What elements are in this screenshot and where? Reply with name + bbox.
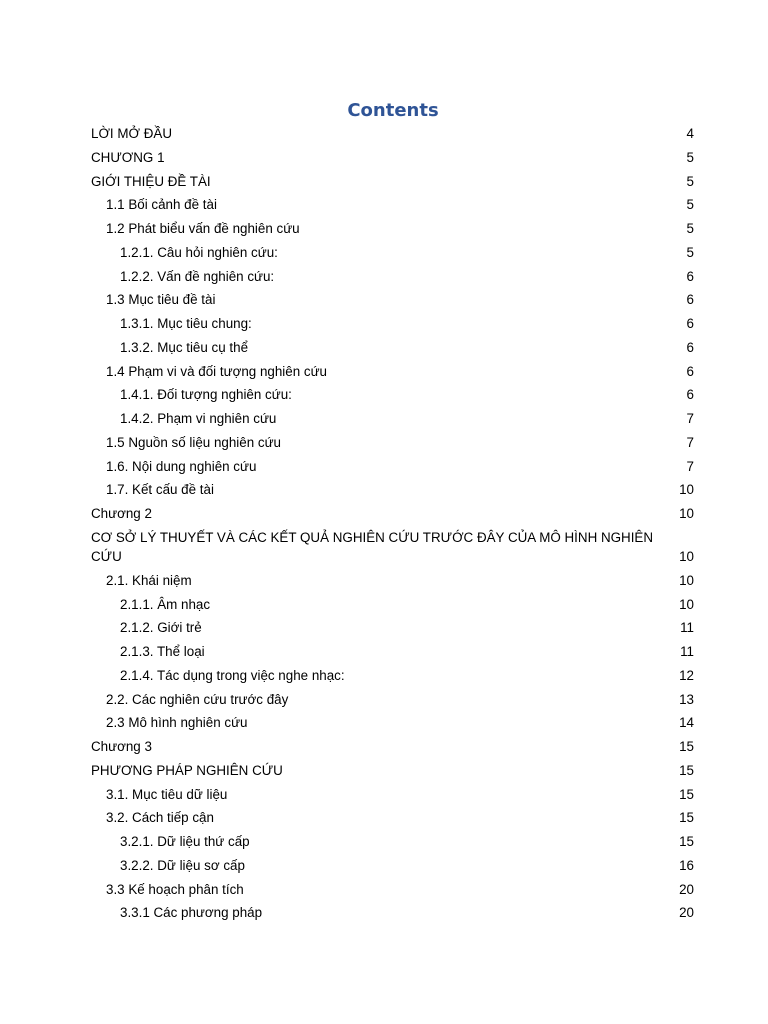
- toc-entry-2-1-4[interactable]: [0, 664, 768, 688]
- toc-entry-text: 3.3.1 Các phương pháp: [120, 905, 263, 921]
- toc-entry-1-3-1[interactable]: [0, 312, 768, 336]
- toc-page-number: 5: [686, 221, 694, 236]
- toc-entry-text: 1.5 Nguồn số liệu nghiên cứu: [106, 434, 281, 450]
- toc-page-number: 7: [686, 434, 694, 450]
- toc-page-number: 6: [686, 316, 694, 331]
- toc-entry-phuong-phap-nghien-cuu[interactable]: [0, 759, 768, 783]
- toc-page-number: 14: [679, 715, 694, 731]
- toc-entry-1-4[interactable]: [0, 360, 768, 384]
- toc-page-number: 6: [686, 339, 694, 355]
- toc-entry-loi-mo-dau[interactable]: [0, 122, 768, 146]
- toc-entry-text: 2.1.4. Tác dụng trong việc nghe nhạc:: [120, 667, 345, 683]
- toc-entry-text: 2.3 Mô hình nghiên cứu: [106, 715, 248, 731]
- toc-entry-text: 3.2.2. Dữ liệu sơ cấp: [120, 857, 245, 873]
- toc-page-number: 10: [679, 548, 694, 564]
- toc-entry-chuong-3[interactable]: [0, 735, 768, 759]
- toc-heading: Contents: [347, 100, 439, 121]
- toc-page-number: 12: [679, 667, 694, 683]
- toc-entry-3-3[interactable]: [0, 878, 768, 902]
- toc-page-number: 15: [679, 834, 694, 849]
- toc-page-number: 6: [686, 292, 694, 308]
- toc-page-number: 20: [679, 881, 694, 897]
- toc-page-number: 11: [680, 644, 694, 659]
- toc-entry-text-continued: CỨU: [91, 548, 122, 564]
- toc-entry-text: 1.4 Phạm vi và đối tượng nghiên cứu: [106, 363, 327, 379]
- toc-entry-1-7[interactable]: [0, 478, 768, 502]
- toc-page-number: 7: [686, 411, 694, 426]
- toc-page-number: 10: [679, 596, 694, 612]
- toc-entry-chuong-1[interactable]: [0, 146, 768, 170]
- toc-entry-text: 1.2 Phát biểu vấn đề nghiên cứu: [106, 221, 300, 236]
- toc-entry-1-1[interactable]: [0, 193, 768, 217]
- toc-page-number: 13: [679, 691, 694, 707]
- toc-entry-1-4-2[interactable]: [0, 407, 768, 431]
- toc-page-number: 6: [686, 268, 694, 284]
- toc-entry-gioi-thieu-de-tai[interactable]: [0, 170, 768, 194]
- toc-page-number: 5: [686, 244, 694, 260]
- toc-entry-3-2[interactable]: [0, 806, 768, 830]
- toc-page-number: 5: [686, 197, 694, 213]
- toc-page-number: 10: [679, 506, 694, 521]
- toc-entry-text: 2.1. Khái niệm: [106, 572, 192, 588]
- toc-entry-text: 1.2.2. Vấn đề nghiên cứu:: [120, 268, 275, 284]
- toc-entry-3-2-2[interactable]: [0, 854, 768, 878]
- toc-entry-text: 3.1. Mục tiêu dữ liệu: [106, 786, 228, 802]
- toc-entry-3-1[interactable]: [0, 783, 768, 807]
- toc-entry-1-3[interactable]: [0, 288, 768, 312]
- toc-page-number: 5: [686, 149, 694, 165]
- toc-entry-text: 3.2.1. Dữ liệu thứ cấp: [120, 834, 250, 849]
- toc-page-number: 15: [679, 786, 694, 802]
- toc-entry-1-5[interactable]: [0, 431, 768, 455]
- toc-page-number: 20: [679, 905, 694, 921]
- toc-entry-2-2[interactable]: [0, 688, 768, 712]
- toc-entry-1-4-1[interactable]: [0, 383, 768, 407]
- toc-entry-text: GIỚI THIỆU ĐỀ TÀI: [91, 173, 211, 189]
- toc-list: [0, 122, 768, 925]
- toc-entry-text: 2.1.2. Giới trẻ: [120, 620, 202, 636]
- toc-entry-text: CƠ SỞ LÝ THUYẾT VÀ CÁC KẾT QUẢ NGHIÊN CỨU TRƯỚC ĐÂY CỦA MÔ HÌNH NGHIÊN: [91, 529, 654, 545]
- toc-entry-2-1-1[interactable]: [0, 593, 768, 617]
- toc-entry-text: 2.1.1. Âm nhạc: [120, 596, 211, 612]
- toc-page-number: 15: [679, 810, 694, 826]
- toc-entry-text: 1.7. Kết cấu đề tài: [106, 482, 214, 498]
- toc-entry-1-2-1[interactable]: [0, 241, 768, 265]
- toc-entry-text: Chương 2: [91, 506, 152, 521]
- toc-entry-text: CHƯƠNG 1: [91, 149, 165, 165]
- toc-entry-text: Chương 3: [91, 739, 152, 754]
- toc-entry-text: 1.3.2. Mục tiêu cụ thể: [120, 339, 249, 355]
- toc-entry-text: 1.1 Bối cảnh đề tài: [106, 197, 217, 213]
- toc-entry-text: 1.2.1. Câu hỏi nghiên cứu:: [120, 244, 278, 260]
- toc-page-number: 6: [686, 363, 694, 379]
- toc-entry-text: 3.3 Kế hoạch phân tích: [106, 881, 244, 897]
- toc-entry-3-3-1[interactable]: [0, 901, 768, 925]
- toc-entry-text: 1.4.2. Phạm vi nghiên cứu: [120, 411, 277, 426]
- toc-page-number: 10: [679, 572, 694, 588]
- toc-entry-3-2-1[interactable]: [0, 830, 768, 854]
- toc-page-number: 15: [679, 762, 694, 778]
- toc-page-number: 15: [679, 739, 694, 754]
- toc-page-number: 11: [680, 620, 694, 636]
- toc-entry-text: 1.3.1. Mục tiêu chung:: [120, 316, 252, 331]
- toc-page-number: 5: [686, 173, 694, 189]
- toc-entry-1-2-2[interactable]: [0, 265, 768, 289]
- toc-entry-text: 3.2. Cách tiếp cận: [106, 810, 214, 826]
- toc-page-number: 16: [679, 857, 694, 873]
- toc-page-number: 10: [679, 482, 694, 498]
- toc-entry-text: 1.3 Mục tiêu đề tài: [106, 292, 216, 308]
- toc-entry-chuong-2[interactable]: [0, 502, 768, 526]
- toc-entry-2-3[interactable]: [0, 711, 768, 735]
- toc-entry-1-6[interactable]: [0, 455, 768, 479]
- toc-entry-text: 2.2. Các nghiên cứu trước đây: [106, 691, 289, 707]
- toc-entry-1-2[interactable]: [0, 217, 768, 241]
- toc-entry-2-1-3[interactable]: [0, 640, 768, 664]
- toc-page-number: 7: [686, 458, 694, 474]
- toc-entry-2-1[interactable]: [0, 569, 768, 593]
- toc-entry-co-so-ly-thuyet[interactable]: [0, 526, 768, 569]
- toc-entry-1-3-2[interactable]: [0, 336, 768, 360]
- toc-entry-text: 2.1.3. Thể loại: [120, 644, 205, 659]
- toc-entry-text: PHƯƠNG PHÁP NGHIÊN CỨU: [91, 762, 283, 778]
- toc-entry-text: 1.6. Nội dung nghiên cứu: [106, 458, 257, 474]
- toc-entry-text: LỜI MỞ ĐẦU: [91, 126, 172, 141]
- toc-entry-2-1-2[interactable]: [0, 616, 768, 640]
- toc-page-number: 4: [686, 126, 694, 141]
- toc-entry-continuation: [91, 547, 694, 566]
- toc-entry-text: 1.4.1. Đối tượng nghiên cứu:: [120, 387, 292, 403]
- toc-page-number: 6: [686, 387, 694, 403]
